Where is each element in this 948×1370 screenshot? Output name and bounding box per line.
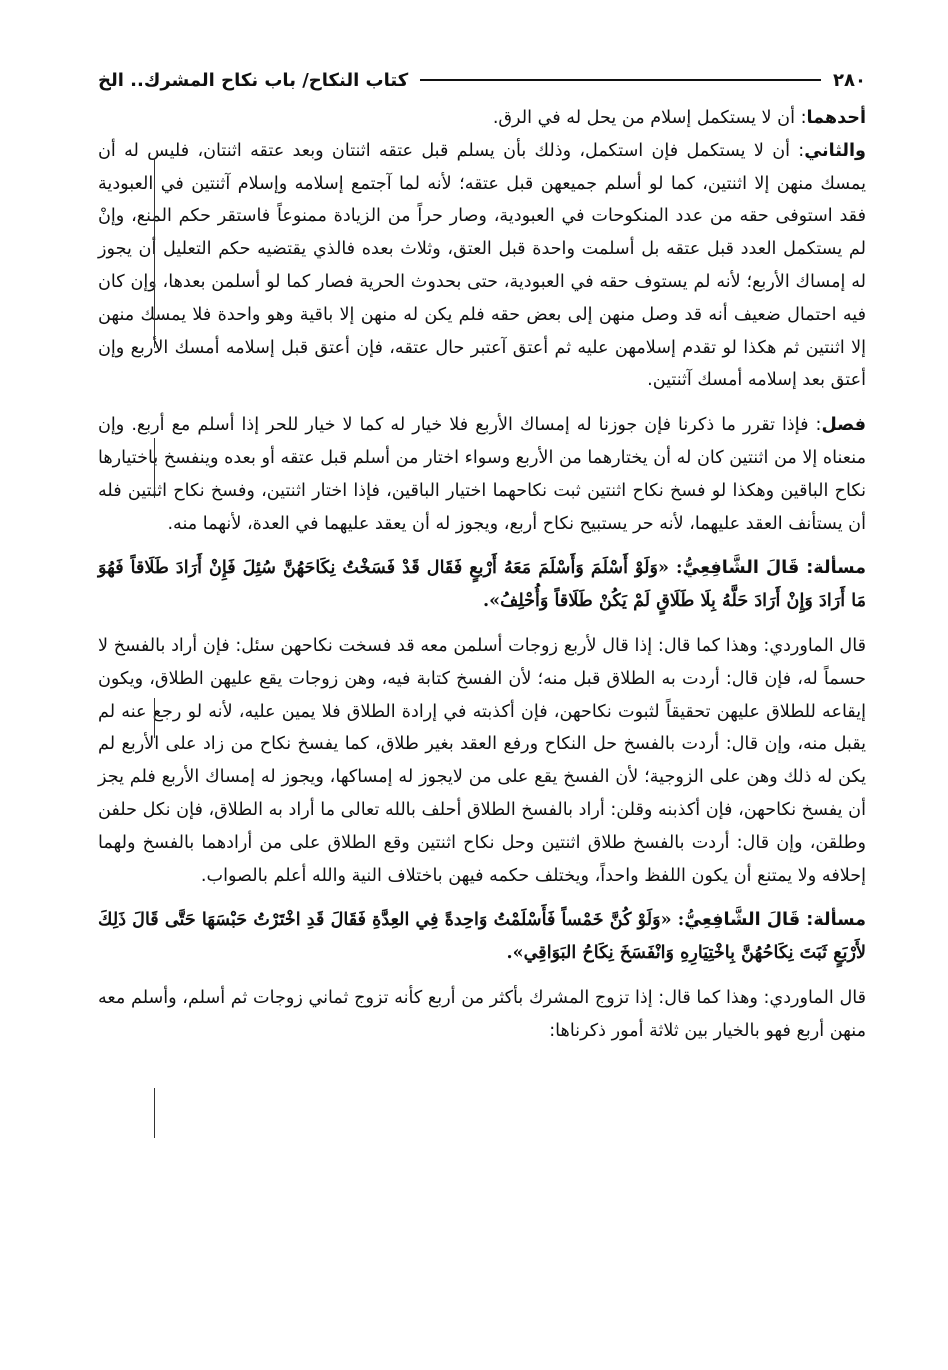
page-number: ٢٨٠ bbox=[833, 69, 866, 91]
paragraph-text: : فإذا تقرر ما ذكرنا فإن جوزنا له إمساك الأربع فلا خيار له كما لا خيار للحر إذا أسلم مع أربع. وإن منعناه إلا من اثنتين كان له أن يختارهما من الأربع وسواء اختار من أسلم قبل عتقه أو بعده وينفسخ باختيارها نكاح الباقين وهكذا لو فسخ نكاح اثنتين ثبت نكاحهما اختيار الباقين، فإذا اختار اثنتين، وفسخ نكاح اثنتين فله أن يستأنف العقد عليهما، لأنه حر يستبيح نكاح أربع، ويجوز له أن يعقد عليهما في العدة، لأنهما منه. bbox=[98, 415, 866, 534]
quoted-text: : «وَلَوْ كُنَّ خَمْساً فَأَسْلَمْتُ وَاحِدةً فِي العِدَّةِ فَقَالَ قَدِ اخْتَرْتُ حَبْسَهَا حَتَّى قَالَ ذَلِكَ لأَرْبَعٍ ثَبَتَ نِكَاحُهُنَّ بِاخْتِيَارِهِ وَانْفَسَخَ نِكَاحُ البَوَاقِي». bbox=[98, 909, 866, 964]
paragraph-label: والثاني bbox=[804, 140, 866, 161]
paragraph-first bbox=[98, 102, 866, 135]
margin-line bbox=[154, 158, 155, 348]
margin-line bbox=[154, 698, 155, 738]
paragraph-label: مسألة: قَالَ الشَّافِعِيُّ bbox=[682, 558, 866, 579]
running-title: كتاب النكاح/ باب نكاح المشرك.. الخ bbox=[98, 69, 409, 91]
page-header bbox=[98, 58, 866, 102]
paragraph-label: فصل bbox=[821, 415, 866, 436]
paragraph-fasl bbox=[98, 409, 866, 540]
paragraph-masala-1 bbox=[98, 552, 866, 618]
paragraph-text: قال الماوردي: وهذا كما قال: إذا قال لأربع زوجات أسلمن معه قد فسخت نكاحهن سئل: فإن أراد بالفسخ لا حسماً له، فإن قال: أردت به الطلاق قبل منه؛ لأن الفسخ كتابة فيه، وهن زوجات يقع عليهن الطلاق، ويكون إيقاعه للطلاق عليهن تحقيقاً لثبوت نكاحهن، فإن أكذبته في إرادة الطلاق فلا يمين عليه، لأنه لو رجع عنه لم يقبل منه، وإن قال: أردت بالفسخ حل النكاح ورفع العقد بغير طلاق، كما يفسخ نكاح من زاد على الأربع لم يكن له ذلك وهن على الزوجية؛ لأن الفسخ يقع على من لايجوز له إمساكها، ويجوز له إمساك الأربع فلم يجز أن يفسخ نكاحهن، فإن أكذبنه وقلن: أراد بالفسخ الطلاق أحلف بالله تعالى ما أراد به الطلاق، فإن نكل حلفن وطلقن، وإن قال: أردت بالفسخ طلاق اثنتين وحل نكاح اثنتين وقع الطلاق على من أرادهما بالفسخ ولهما إحلافه ولا يمتنع أن يكون اللفظ واحداً، ويختلف حكمه فيهن باختلاف النية والله أعلم بالصواب. bbox=[98, 635, 866, 886]
paragraph-label: أحدهما bbox=[806, 108, 866, 128]
paragraph-masala-2 bbox=[98, 904, 866, 970]
paragraph-text: : أن لا يستكمل إسلام من يحل له في الرق. bbox=[492, 108, 807, 128]
paragraph-mawardi-2 bbox=[98, 982, 866, 1048]
paragraph-label: مسألة: قَالَ الشَّافِعِيُّ bbox=[684, 910, 866, 931]
paragraph-mawardi-1 bbox=[98, 630, 866, 892]
margin-line bbox=[154, 1088, 155, 1138]
quoted-text: : «وَلَوْ أَسْلَمَ وَأَسْلَمَ مَعَهُ أَرْبعٍ فَقَال قَدْ فَسَخْتُ نِكَاحَهُنَّ سُئِلَ فَإِنْ أَرَادَ طَلَاقاً فَهُوَ مَا أَرَادَ وَإِنْ أَرَادَ حَلَّهُ بِلَا طَلَاقٍ لَمْ يَكُنْ طَلَاقاً وَأُحْلِفُ». bbox=[98, 557, 866, 612]
paragraph-second bbox=[98, 135, 866, 397]
margin-line bbox=[154, 438, 155, 498]
book-page bbox=[98, 58, 866, 1338]
paragraph-text: : أن لا يستكمل فإن استكمل، وذلك بأن يسلم قبل عتقه اثنتان وبعد عتقه اثنتان، فليس له أن يمسك منهن إلا اثنتين، كما لو أسلم جميعهن قبل عتقه؛ لأنه لما آجتمع إسلامه وإسلام آثنتين في العبودية فقد استوفى حقه من عدد المنكوحات في العبودية، وصار حراً من الزيادة ممنوعاً فاستقر حكم المنع، وإنْ لم يستكمل العدد قبل عتقه بل أسلمت واحدة قبل العتق، وثلاث بعده فالذي يقتضيه حكم التعليل أن يجوز له إمساك الأربع؛ لأنه لم يستوف حقه في العبودية، حتى بحدوث الحرية فصار كما لو أسلمن بعدها، وإن كان فيه احتمال ضعيف أنه قد وصل منهن إلى بعض حقه فلم يكن له منهن إلا باقية وهو واحدة فلا يمسك منهن إلا اثنتين ثم هكذا لو تقدم إسلامهن عليه ثم أعتق آعتبر حال عتقه، فإن أعتق قبل إسلامه أمسك الأربع وإن أعتق بعد إسلامه أمسك آثنتين. bbox=[98, 140, 866, 391]
header-rule bbox=[420, 79, 821, 81]
paragraph-text: قال الماوردي: وهذا كما قال: إذا تزوج المشرك بأكثر من أربع كأنه تزوج ثماني زوجات ثم أسلم، وأسلم معه منهن أربع فهو بالخيار بين ثلاثة أمور ذكرناها: bbox=[98, 987, 866, 1041]
